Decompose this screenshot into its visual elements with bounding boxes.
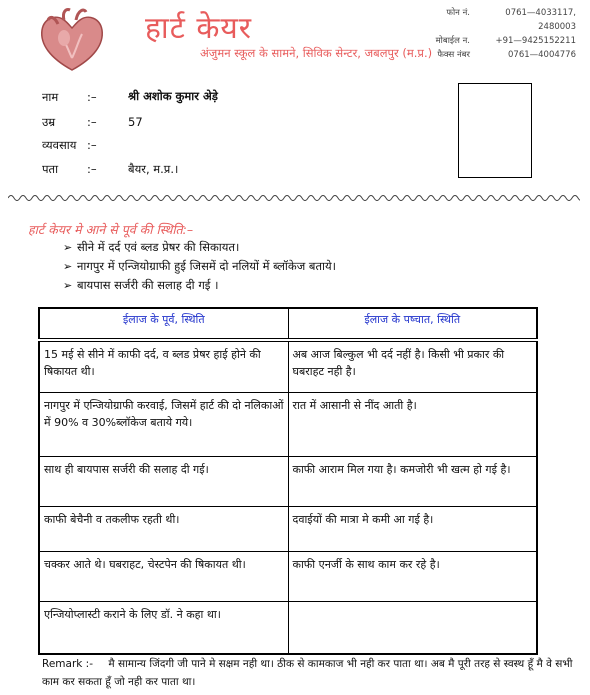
remark xyxy=(42,655,590,691)
cell-before: काफी बेचैनी व तकलीफ रहती थी। xyxy=(39,506,288,551)
cell-before: साथ ही बायपास सर्जरी की सलाह दी गई। xyxy=(39,457,288,506)
table-row xyxy=(39,457,537,506)
remark-label: Remark :- xyxy=(42,658,94,670)
clinic-title: हार्ट केयर xyxy=(145,11,253,46)
address-separator: :– xyxy=(87,162,97,176)
cell-before: एन्जियोप्लास्टी कराने के लिए डॉ. ने कहा था। xyxy=(39,602,288,654)
contact-phone: फोन नं. 0761—4033117, 2480003 xyxy=(446,8,576,32)
wavy-divider xyxy=(8,193,580,203)
bullet-item: ➢ बायपास सर्जरी की सलाह दी गई । xyxy=(63,278,219,292)
table-row xyxy=(39,340,537,392)
address-label: पता xyxy=(42,162,59,176)
age-separator: :– xyxy=(87,115,97,129)
age-label: उम्र xyxy=(42,115,56,129)
bullet-item: ➢ नागपुर में एन्जियोग्राफी हुई जिसमें दो नलियों में ब्लॉकेज बताये। xyxy=(63,259,337,273)
arrow-bullet-icon: ➢ xyxy=(63,260,73,273)
cell-after: रात में आसानी से नींद आती है। xyxy=(288,392,537,456)
cell-after: काफी आराम मिल गया है। कमजोरी भी खत्म हो गई है। xyxy=(288,457,537,506)
arrow-bullet-icon: ➢ xyxy=(63,241,73,254)
cell-before: चक्कर आते थे। घबराहट, चेस्टपेन की षिकायत थी। xyxy=(39,551,288,601)
name-value: श्री अशोक कुमार अेड़े xyxy=(128,89,218,103)
occupation-separator: :– xyxy=(87,138,97,152)
cell-before: नागपुर में एन्जियोग्राफी करवाई, जिसमें हार्ट की दो नलिकाओं में 90% व 30%ब्लॉकेज बताये गये। xyxy=(39,392,288,456)
table-row xyxy=(39,392,537,456)
cell-after xyxy=(288,602,537,654)
name-label: नाम xyxy=(42,90,59,104)
cell-before: 15 मई से सीने में काफी दर्द, व ब्लड प्रेषर हाई होने की षिकायत थी। xyxy=(39,340,288,392)
bullet-item: ➢ सीने में दर्द एवं ब्लड प्रेषर की सिकायत। xyxy=(63,240,240,254)
cell-after: काफी एनर्जी के साथ काम कर रहे है। xyxy=(288,551,537,601)
cell-after: दवाईयों की मात्रा मे कमी आ गई है। xyxy=(288,506,537,551)
address-value: बैयर, म.प्र.। xyxy=(128,162,179,176)
photo-box xyxy=(458,83,532,178)
cell-after: अब आज बिल्कुल भी दर्द नहीं है। किसी भी प्रकार की घबराहट नही है। xyxy=(288,340,537,392)
table-row xyxy=(39,602,537,654)
header-after: ईलाज के पष्चात, स्थिति xyxy=(288,308,537,340)
clinic-address: अंजुमन स्कूल के सामने, सिविक सेन्टर, जबलपुर (म.प्र.) xyxy=(200,46,433,60)
table-row xyxy=(39,506,537,551)
contact-block xyxy=(398,6,576,62)
table-header-row xyxy=(39,308,537,340)
comparison-table xyxy=(38,307,538,655)
heart-anatomy-icon xyxy=(36,6,108,74)
occupation-label: व्यवसाय xyxy=(42,138,77,152)
arrow-bullet-icon: ➢ xyxy=(63,279,73,292)
section-title-before: हार्ट केयर मे आने से पूर्व की स्थिति:– xyxy=(28,222,194,237)
contact-mobile: मोबाईल न. +91—9425152211 xyxy=(435,36,576,46)
table-row xyxy=(39,551,537,601)
header-before: ईलाज के पूर्व, स्थिति xyxy=(39,308,288,340)
age-value: 57 xyxy=(128,115,143,129)
contact-fax: फैक्स नंबर 0761—4004776 xyxy=(437,50,576,60)
name-separator: :– xyxy=(87,90,97,104)
remark-text: मै सामान्य जिंदगी जी पाने मे सक्षम नही था। ठीक से कामकाज भी नही कर पाता था। अब मै पूरी तरह से स्वस्थ हूँ मै वे सभी काम कर सकता हूँ जो नही कर पाता था। xyxy=(42,658,573,688)
